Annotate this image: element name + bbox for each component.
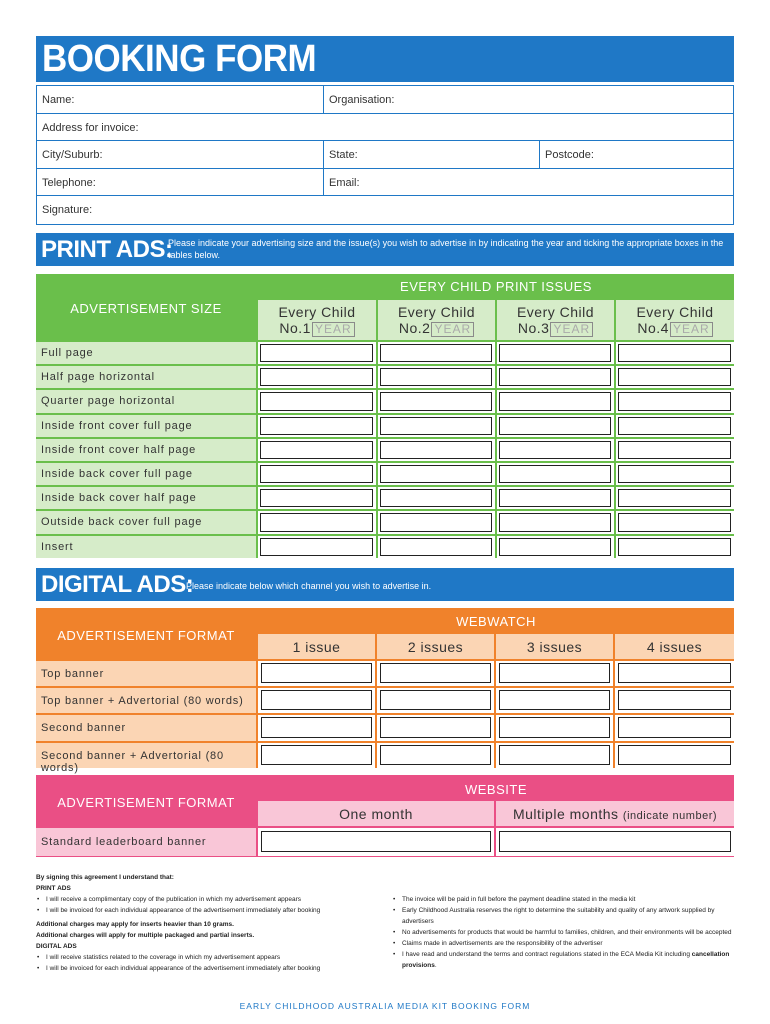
terms-additional: Additional charges will apply for multiple packaged and partial inserts. bbox=[36, 932, 255, 939]
tick-cell bbox=[616, 415, 734, 437]
tick-box[interactable] bbox=[618, 489, 731, 507]
issue-number: No.4 bbox=[637, 320, 669, 336]
ad-size-label: Insert bbox=[41, 540, 74, 553]
ad-format-row bbox=[36, 661, 256, 686]
tick-box[interactable] bbox=[260, 441, 373, 459]
tick-cell bbox=[497, 342, 614, 364]
col-multiple-months bbox=[496, 801, 734, 826]
tick-box[interactable] bbox=[499, 417, 611, 435]
one-month-input[interactable] bbox=[261, 831, 491, 852]
tick-cell bbox=[258, 661, 375, 686]
ad-size-row bbox=[36, 415, 256, 437]
tick-box[interactable] bbox=[261, 745, 372, 765]
webwatch-column-label: 1 issue bbox=[292, 639, 341, 655]
state-field[interactable]: State: bbox=[323, 141, 539, 168]
tick-cell bbox=[616, 536, 734, 558]
tick-cell bbox=[616, 439, 734, 461]
contact-row bbox=[37, 86, 733, 114]
email-field[interactable]: Email: bbox=[323, 169, 734, 196]
tick-box[interactable] bbox=[499, 663, 610, 683]
website-format-header: ADVERTISEMENT FORMAT bbox=[57, 795, 235, 810]
ad-size-row bbox=[36, 511, 256, 533]
tick-box[interactable] bbox=[618, 344, 731, 362]
terms-additional: Additional charges may apply for inserts heavier than 10 grams. bbox=[36, 921, 234, 928]
ad-format-label: Top banner bbox=[41, 668, 105, 680]
tick-cell bbox=[258, 366, 376, 388]
tick-cell bbox=[378, 536, 495, 558]
print-ads-title: PRINT ADS: bbox=[41, 236, 173, 263]
terms-left bbox=[36, 872, 386, 974]
ad-size-row bbox=[36, 487, 256, 509]
cancellation-provisions: cancellation provisions bbox=[402, 951, 730, 969]
issue-name: Every Child bbox=[516, 304, 595, 320]
tick-box[interactable] bbox=[260, 368, 373, 386]
tick-cell bbox=[258, 536, 376, 558]
terms-item: • I will be invoiced for each individual appearance of the advertisement immediately after booking bbox=[36, 963, 386, 974]
ad-size-label: Full page bbox=[41, 347, 94, 359]
ad-format-row bbox=[36, 688, 256, 713]
tick-cell bbox=[497, 487, 614, 509]
tick-box[interactable] bbox=[380, 392, 492, 410]
print-ads-note: Please indicate your advertising size and the issue(s) you wish to advertise in by indicating the year and ticking the appropriate boxes in the tables below. bbox=[168, 238, 724, 260]
tick-box[interactable] bbox=[499, 690, 610, 710]
contact-details bbox=[36, 85, 734, 225]
issue-number: No.3 bbox=[517, 320, 550, 336]
webwatch-table bbox=[36, 608, 734, 774]
year-input[interactable]: YEAR bbox=[431, 322, 474, 337]
tick-cell bbox=[496, 661, 613, 686]
ad-size-label: Half page horizontal bbox=[41, 371, 155, 384]
ad-size-label: Inside front cover full page bbox=[41, 419, 193, 432]
terms-period: . bbox=[434, 962, 437, 969]
issue-number: No.2 bbox=[398, 320, 431, 336]
ad-format-row bbox=[36, 743, 256, 774]
ad-format-label: Second banner + Advertorial (80 words) bbox=[41, 749, 224, 774]
tick-box[interactable] bbox=[380, 344, 492, 362]
webwatch-column-header bbox=[496, 634, 613, 659]
tick-cell bbox=[258, 415, 376, 437]
tick-box[interactable] bbox=[499, 745, 610, 765]
webwatch-column-header bbox=[258, 634, 375, 659]
tick-cell bbox=[258, 342, 376, 364]
tick-box[interactable] bbox=[260, 417, 373, 435]
tick-box[interactable] bbox=[618, 465, 731, 483]
title-band bbox=[36, 36, 734, 82]
tick-box[interactable] bbox=[499, 465, 611, 483]
tick-box[interactable] bbox=[261, 690, 372, 710]
form-title: BOOKING FORM bbox=[42, 38, 317, 80]
tick-cell bbox=[377, 743, 494, 768]
issue-name: Every Child bbox=[636, 304, 714, 320]
website-header: WEBSITE bbox=[464, 782, 527, 797]
issue-column-header bbox=[497, 300, 614, 340]
print-issues-header: EVERY CHILD PRINT ISSUES bbox=[400, 279, 592, 294]
tick-cell bbox=[496, 743, 613, 768]
tick-box[interactable] bbox=[618, 690, 731, 710]
tick-cell bbox=[258, 463, 376, 485]
ad-size-row bbox=[36, 390, 256, 412]
terms-right bbox=[392, 894, 734, 971]
issue-column-header bbox=[616, 300, 734, 340]
tick-box[interactable] bbox=[618, 717, 731, 737]
issue-number-line bbox=[378, 320, 495, 337]
ad-size-row bbox=[36, 439, 256, 461]
tick-cell bbox=[258, 743, 375, 768]
ad-size-label: Inside back cover half page bbox=[41, 492, 197, 505]
ad-size-row bbox=[36, 536, 256, 558]
tick-box[interactable] bbox=[499, 392, 611, 410]
tick-box[interactable] bbox=[260, 344, 373, 362]
tick-cell bbox=[497, 439, 614, 461]
tick-cell bbox=[258, 511, 376, 533]
tick-box[interactable] bbox=[260, 538, 373, 556]
webwatch-column-label: 4 issues bbox=[646, 639, 703, 655]
tick-box[interactable] bbox=[618, 441, 731, 459]
year-input[interactable]: YEAR bbox=[550, 322, 593, 337]
telephone-field[interactable]: Telephone: bbox=[42, 176, 96, 189]
tick-cell bbox=[258, 688, 375, 713]
tick-cell bbox=[615, 743, 734, 768]
issue-column-label bbox=[616, 304, 734, 337]
ad-size-label: Inside back cover full page bbox=[41, 468, 193, 480]
tick-box[interactable] bbox=[260, 513, 373, 531]
tick-box[interactable] bbox=[618, 392, 731, 410]
tick-box[interactable] bbox=[618, 538, 731, 556]
issue-name: Every Child bbox=[278, 304, 356, 320]
tick-box[interactable] bbox=[380, 489, 492, 507]
tick-cell bbox=[497, 366, 614, 388]
tick-cell bbox=[497, 511, 614, 533]
issue-number: No.1 bbox=[279, 320, 311, 336]
contact-row bbox=[37, 114, 733, 142]
webwatch-column-header bbox=[377, 634, 494, 659]
website-one-month-cell bbox=[258, 828, 494, 856]
ad-size-label: Outside back cover full page bbox=[41, 516, 203, 529]
multiple-months-text: Multiple months bbox=[512, 806, 619, 822]
tick-box[interactable] bbox=[499, 513, 611, 531]
digital-ads-band bbox=[36, 568, 734, 601]
tick-box[interactable] bbox=[499, 344, 611, 362]
ad-format-row bbox=[36, 715, 256, 740]
issue-column-header bbox=[258, 300, 376, 340]
webwatch-column-label: 2 issues bbox=[407, 639, 464, 655]
ad-size-label: Quarter page horizontal bbox=[41, 395, 175, 408]
tick-box[interactable] bbox=[618, 513, 731, 531]
terms-digital-heading: DIGITAL ADS bbox=[36, 943, 77, 950]
tick-cell bbox=[377, 688, 494, 713]
tick-cell bbox=[378, 390, 495, 412]
issue-number-line bbox=[258, 320, 376, 337]
tick-box[interactable] bbox=[380, 465, 492, 483]
tick-box[interactable] bbox=[499, 538, 611, 556]
issue-number-line bbox=[497, 320, 614, 337]
terms-item: • I will be invoiced for each individual appearance of the advertisement immediately after booking bbox=[36, 905, 386, 916]
postcode-field[interactable]: Postcode: bbox=[539, 141, 734, 168]
size-header: ADVERTISEMENT SIZE bbox=[70, 301, 222, 316]
print-issues-table bbox=[36, 274, 734, 558]
tick-box[interactable] bbox=[380, 663, 491, 683]
tick-box[interactable] bbox=[380, 717, 491, 737]
tick-box[interactable] bbox=[499, 489, 611, 507]
website-multiple-cell bbox=[496, 828, 734, 856]
digital-ads-note: Please indicate below which channel you wish to advertise in. bbox=[186, 581, 432, 591]
tick-cell bbox=[258, 439, 376, 461]
ad-size-row bbox=[36, 342, 256, 364]
tick-box[interactable] bbox=[260, 392, 373, 410]
tick-cell bbox=[616, 366, 734, 388]
issue-name: Every Child bbox=[397, 304, 476, 320]
tick-box[interactable] bbox=[380, 538, 492, 556]
ad-size-row bbox=[36, 463, 256, 485]
tick-cell bbox=[378, 342, 495, 364]
contact-row bbox=[37, 169, 733, 197]
tick-cell bbox=[258, 487, 376, 509]
tick-cell bbox=[497, 415, 614, 437]
ad-size-row bbox=[36, 366, 256, 388]
tick-box[interactable] bbox=[261, 663, 372, 683]
website-row-label: Standard leaderboard banner bbox=[41, 836, 207, 848]
tick-box[interactable] bbox=[380, 441, 492, 459]
tick-box[interactable] bbox=[380, 745, 491, 765]
digital-ads-title: DIGITAL ADS: bbox=[41, 571, 194, 598]
tick-cell bbox=[616, 463, 734, 485]
website-row-label-cell bbox=[36, 828, 256, 856]
city-field[interactable]: City/Suburb: bbox=[42, 149, 103, 161]
tick-cell bbox=[378, 439, 495, 461]
tick-cell bbox=[615, 688, 734, 713]
tick-box[interactable] bbox=[618, 368, 731, 386]
col-multiple-months-label bbox=[496, 806, 734, 824]
website-table bbox=[36, 775, 734, 857]
terms-item: • I will receive a complimentary copy of the publication in which my advertisement appears bbox=[36, 894, 386, 905]
tick-box[interactable] bbox=[618, 663, 731, 683]
tick-box[interactable] bbox=[499, 368, 611, 386]
tick-cell bbox=[615, 661, 734, 686]
contact-row bbox=[37, 141, 733, 169]
tick-cell bbox=[615, 715, 734, 740]
tick-cell bbox=[377, 661, 494, 686]
multiple-months-input[interactable] bbox=[499, 831, 731, 852]
ad-format-label: Top banner + Advertorial (80 words) bbox=[41, 695, 244, 708]
webwatch-header: WEBWATCH bbox=[456, 614, 536, 629]
tick-box[interactable] bbox=[260, 465, 373, 483]
organisation-field[interactable]: Organisation: bbox=[323, 86, 734, 113]
tick-box[interactable] bbox=[618, 417, 731, 435]
tick-cell bbox=[258, 390, 376, 412]
col-one-month-label: One month bbox=[339, 806, 413, 822]
contact-row bbox=[37, 196, 733, 224]
issue-column-header bbox=[378, 300, 495, 340]
webwatch-column-label: 3 issues bbox=[526, 639, 583, 655]
tick-box[interactable] bbox=[380, 513, 492, 531]
terms-item-text: I have read and understand the terms and contract regulations stated in the ECA Media Kit including bbox=[402, 951, 690, 958]
tick-box[interactable] bbox=[380, 368, 492, 386]
tick-cell bbox=[378, 487, 495, 509]
tick-cell bbox=[497, 390, 614, 412]
tick-cell bbox=[616, 390, 734, 412]
terms-item: • The invoice will be paid in full before the payment deadline stated in the media kit bbox=[392, 894, 734, 905]
terms-item: • Early Childhood Australia reserves the right to determine the suitability and quality of any artwork supplied by advertisers bbox=[392, 905, 734, 927]
terms-item: • Claims made in advertisements are the responsibility of the advertiser bbox=[392, 938, 734, 949]
tick-cell bbox=[378, 366, 495, 388]
tick-box[interactable] bbox=[260, 489, 373, 507]
tick-box[interactable] bbox=[499, 441, 611, 459]
terms-item: • No advertisements for products that would be harmful to families, children, and their environments will be accepted bbox=[392, 927, 734, 938]
tick-box[interactable] bbox=[499, 717, 610, 737]
tick-cell bbox=[497, 536, 614, 558]
terms-intro: By signing this agreement I understand that: bbox=[36, 874, 174, 881]
tick-box[interactable] bbox=[618, 745, 731, 765]
tick-box[interactable] bbox=[380, 690, 491, 710]
terms-item bbox=[392, 949, 734, 971]
tick-cell bbox=[377, 715, 494, 740]
indicate-number-note: (indicate number) bbox=[622, 810, 718, 822]
tick-cell bbox=[616, 342, 734, 364]
terms-print-heading: PRINT ADS bbox=[36, 885, 71, 892]
address-field[interactable]: Address for invoice: bbox=[42, 121, 139, 134]
ad-size-label: Inside front cover half page bbox=[41, 443, 197, 456]
issue-number-line bbox=[616, 320, 734, 337]
webwatch-column-header bbox=[615, 634, 734, 659]
tick-cell bbox=[378, 415, 495, 437]
ad-format-label: Second banner bbox=[41, 722, 127, 735]
tick-cell bbox=[496, 688, 613, 713]
footer-text: EARLY CHILDHOOD AUSTRALIA MEDIA KIT BOOKING FORM bbox=[239, 1001, 531, 1011]
name-field[interactable]: Name: bbox=[42, 94, 75, 106]
signature-field[interactable]: Signature: bbox=[42, 204, 93, 216]
tick-cell bbox=[378, 511, 495, 533]
tick-cell bbox=[378, 463, 495, 485]
print-ads-band bbox=[36, 233, 734, 266]
issue-column-label bbox=[497, 304, 614, 337]
issue-column-label bbox=[378, 304, 495, 337]
year-input[interactable]: YEAR bbox=[312, 322, 355, 337]
terms-item: • I will receive statistics related to the coverage in which my advertisement appears bbox=[36, 952, 386, 963]
tick-cell bbox=[616, 487, 734, 509]
tick-cell bbox=[496, 715, 613, 740]
tick-cell bbox=[616, 511, 734, 533]
issue-column-label bbox=[258, 304, 376, 337]
tick-cell bbox=[258, 715, 375, 740]
webwatch-format-header: ADVERTISEMENT FORMAT bbox=[57, 628, 235, 643]
tick-cell bbox=[497, 463, 614, 485]
year-input[interactable]: YEAR bbox=[670, 322, 713, 337]
tick-box[interactable] bbox=[380, 417, 492, 435]
tick-box[interactable] bbox=[261, 717, 372, 737]
col-one-month bbox=[258, 801, 494, 826]
